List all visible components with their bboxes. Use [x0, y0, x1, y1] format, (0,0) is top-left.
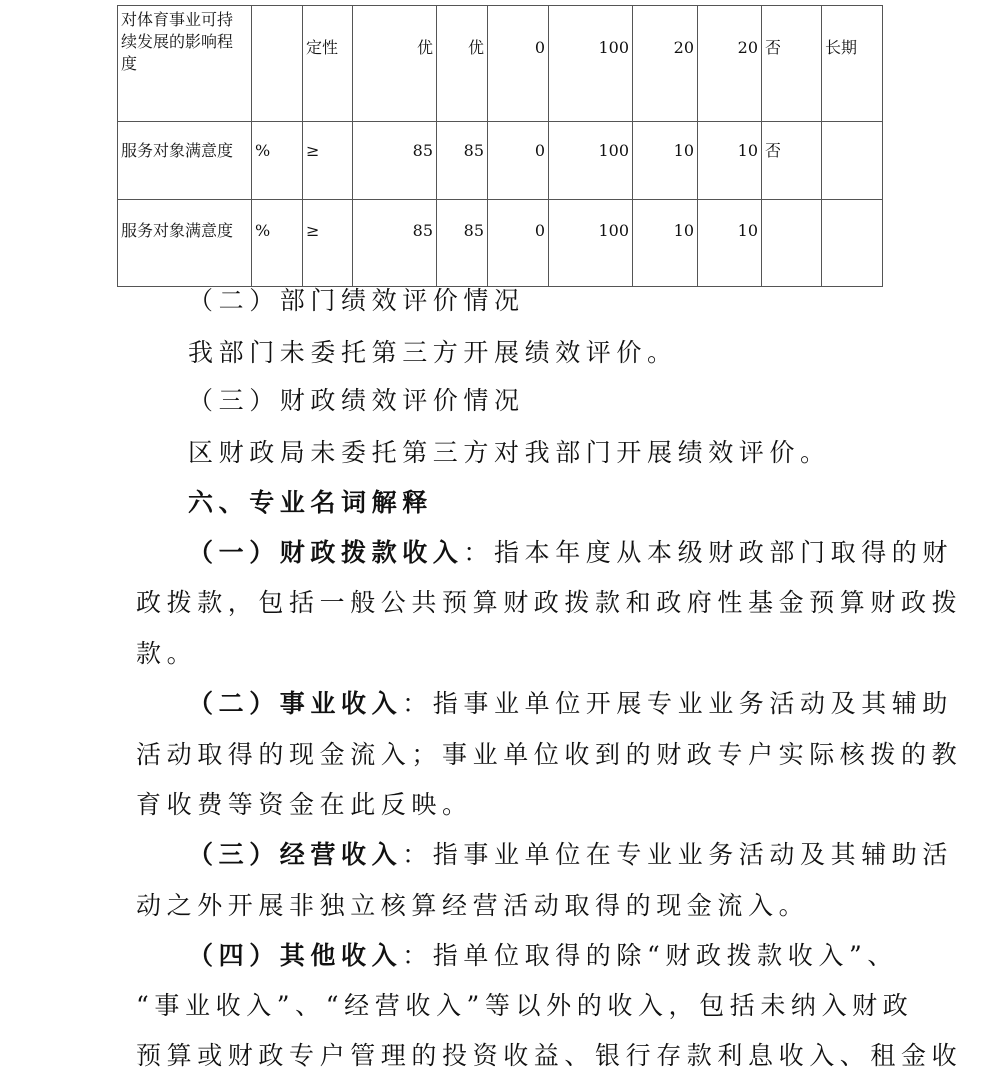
glossary-heading: 六、专业名词解释	[188, 488, 433, 517]
term-label: （三）经营收入	[188, 840, 403, 869]
table-row	[118, 122, 883, 200]
glossary-item-other-income	[188, 936, 898, 972]
term-definition: ：指事业单位开展专业业务活动及其辅助	[402, 689, 954, 718]
glossary-item-business-income	[188, 684, 953, 720]
indicator-type-cell: ≥	[303, 122, 353, 200]
glossary-item-fiscal-appropriation	[188, 533, 953, 569]
deviation-cell: 0	[488, 6, 549, 122]
glossary-line: 育收费等资金在此反映。	[136, 790, 473, 819]
score-cell: 20	[698, 6, 762, 122]
flag-cell	[762, 200, 822, 287]
indicator-type-cell: ≥	[303, 200, 353, 287]
weight-cell: 10	[633, 122, 698, 200]
fin-eval-text: 区财政局未委托第三方对我部门开展绩效评价。	[188, 438, 831, 467]
completion-rate-cell: 100	[549, 6, 633, 122]
term-label: （四）其他收入	[188, 941, 403, 970]
term-cell	[822, 200, 883, 287]
score-cell: 10	[698, 122, 762, 200]
unit-cell: %	[252, 200, 303, 287]
table-row	[118, 200, 883, 287]
glossary-line: 政拨款，包括一般公共预算财政拨款和政府性基金预算财政拨	[136, 588, 963, 617]
target-value-cell: 85	[353, 122, 437, 200]
indicator-name-cell: 服务对象满意度	[118, 122, 252, 200]
glossary-line: 动之外开展非独立核算经营活动取得的现金流入。	[136, 891, 810, 920]
score-cell: 10	[698, 200, 762, 287]
unit-cell: %	[252, 122, 303, 200]
performance-indicator-table	[117, 5, 883, 287]
dept-eval-text: 我部门未委托第三方开展绩效评价。	[188, 338, 678, 367]
indicator-type-cell: 定性	[303, 6, 353, 122]
flag-cell: 否	[762, 122, 822, 200]
term-cell	[822, 122, 883, 200]
target-value-cell: 优	[353, 6, 437, 122]
deviation-cell: 0	[488, 122, 549, 200]
term-cell: 长期	[822, 6, 883, 122]
fin-eval-heading: （三）财政绩效评价情况	[188, 386, 525, 415]
flag-cell: 否	[762, 6, 822, 122]
glossary-line: 款。	[136, 639, 198, 668]
glossary-line: 预算或财政专户管理的投资收益、银行存款利息收入、租金收	[136, 1041, 963, 1070]
weight-cell: 10	[633, 200, 698, 287]
term-definition: ：指事业单位在专业业务活动及其辅助活	[402, 840, 954, 869]
deviation-cell: 0	[488, 200, 549, 287]
completion-rate-cell: 100	[549, 200, 633, 287]
term-label: （一）财政拨款收入	[188, 538, 464, 567]
completion-rate-cell: 100	[549, 122, 633, 200]
glossary-line: “事业收入”、“经营收入”等以外的收入，包括未纳入财政	[136, 991, 914, 1020]
table-row	[118, 6, 883, 122]
actual-value-cell: 85	[437, 122, 488, 200]
indicator-name-cell: 服务对象满意度	[118, 200, 252, 287]
indicator-name-cell: 对体育事业可持续发展的影响程度	[118, 6, 252, 122]
term-label: （二）事业收入	[188, 689, 403, 718]
target-value-cell: 85	[353, 200, 437, 287]
actual-value-cell: 优	[437, 6, 488, 122]
dept-eval-heading: （二）部门绩效评价情况	[188, 286, 525, 315]
term-definition: ：指本年度从本级财政部门取得的财	[463, 538, 954, 567]
glossary-line: 活动取得的现金流入；事业单位收到的财政专户实际核拨的教	[136, 740, 963, 769]
glossary-item-operating-income	[188, 835, 953, 871]
actual-value-cell: 85	[437, 200, 488, 287]
unit-cell	[252, 6, 303, 122]
weight-cell: 20	[633, 6, 698, 122]
term-definition: ：指单位取得的除“财政拨款收入”、	[402, 941, 898, 970]
